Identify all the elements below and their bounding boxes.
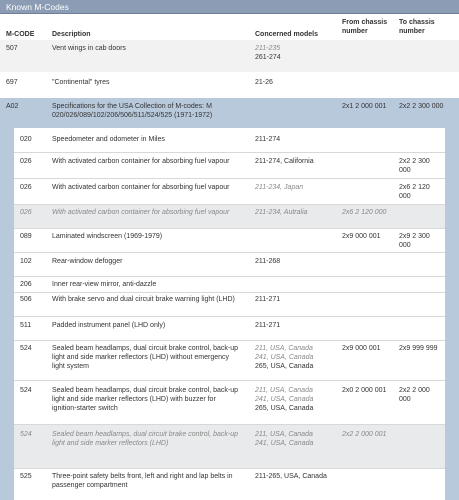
sub-row-models-italic-2: 241, USA, Canada [255, 440, 314, 447]
row-models: 261-274 [255, 54, 281, 61]
sub-row-code: 089 [20, 233, 32, 240]
sub-row-description: Laminated windscreen (1969-1979) [52, 233, 163, 240]
table-row [0, 40, 459, 72]
row-description: Specifications for the USA Collection of M-codes: M 020/026/089/102/206/506/511/524/525 (1971-1972) [52, 103, 213, 119]
sub-row [14, 292, 445, 316]
sub-row-models: 211-234, Autralia [255, 209, 308, 216]
row-divider [14, 292, 445, 293]
sub-row [14, 316, 445, 340]
sub-row-description: Speedometer and odometer in Miles [52, 136, 165, 143]
sub-row-models-italic-1: 211, USA, Canada [255, 387, 313, 394]
sub-row [14, 424, 445, 468]
table-row-collection [0, 98, 459, 128]
sub-row-from-chassis: 2x2 2 000 001 [342, 431, 387, 438]
header-description: Description [52, 31, 91, 38]
row-divider [14, 204, 445, 205]
sub-row [14, 178, 445, 204]
sub-row [14, 252, 445, 276]
row-divider [14, 424, 445, 425]
row-models-italic: 211-235 [255, 45, 281, 52]
sub-row-from-chassis: 2x9 000 001 [342, 345, 381, 352]
sub-row-models: 211-265, USA, Canada [255, 473, 327, 480]
row-divider [14, 252, 445, 253]
row-divider [14, 152, 445, 153]
sub-row-models: 211-274, California [255, 158, 314, 165]
sub-row-models: 211-268 [255, 258, 281, 265]
sub-row-models-italic-2: 241, USA, Canada [255, 354, 314, 361]
sub-row-models: 265, USA, Canada [255, 363, 314, 370]
sub-row [14, 468, 445, 500]
sub-row-code: 206 [20, 281, 32, 288]
header-to-chassis: To chassis number [399, 19, 435, 35]
sub-row [14, 380, 445, 424]
row-divider [14, 380, 445, 381]
row-code: A02 [6, 103, 19, 110]
sub-row-code: 026 [20, 158, 32, 165]
sub-row-code: 026 [20, 209, 32, 216]
sub-row-to-chassis: 2x9 999 999 [399, 345, 438, 352]
sub-row-models: 211-234, Japan [255, 184, 304, 191]
table-row [0, 72, 459, 98]
sub-row-description: With activated carbon container for absorbing fuel vapour [52, 184, 230, 191]
sub-row-description: Sealed beam headlamps, dual circuit brake control, back-up light and side marker reflectors (LHD) with buzzer for ignition-starter switch [52, 387, 238, 412]
table-title: Known M-Codes [6, 2, 69, 12]
row-code: 507 [6, 45, 18, 52]
sub-row-code: 525 [20, 473, 32, 480]
sub-row-from-chassis: 2x6 2 120 000 [342, 209, 387, 216]
sub-row-to-chassis: 2x6 2 120 000 [399, 184, 430, 200]
row-description: "Continental" tyres [52, 79, 110, 86]
row-divider [14, 276, 445, 277]
sub-row [14, 152, 445, 178]
sub-row-models: 265, USA, Canada [255, 405, 314, 412]
row-description: Vent wings in cab doors [52, 45, 126, 52]
sub-row-models-italic-2: 241, USA, Canada [255, 396, 314, 403]
sub-row-models: 211-271 [255, 296, 281, 303]
sub-row-description: Sealed beam headlamps, dual circuit brake control, back-up light and side marker reflectors (LHD) without emergency light system [52, 345, 238, 370]
sub-row-models-italic-1: 211, USA, Canada [255, 431, 313, 438]
row-code: 697 [6, 79, 18, 86]
row-divider [14, 468, 445, 469]
sub-row-description: With activated carbon container for absorbing fuel vapour [52, 158, 230, 165]
row-from-chassis: 2x1 2 000 001 [342, 103, 387, 110]
sub-row-code: 524 [20, 431, 32, 438]
sub-row-to-chassis: 2x9 2 300 000 [399, 233, 430, 249]
header-mcode: M-CODE [6, 31, 35, 38]
sub-row-code: 524 [20, 345, 32, 352]
header-models: Concerned models [255, 31, 319, 38]
sub-row-description: With activated carbon container for absorbing fuel vapour [52, 209, 230, 216]
sub-row-description: Sealed beam headlamps, dual circuit brake control, back-up light and side marker reflectors (LHD) [52, 431, 238, 447]
row-models: 21-26 [255, 79, 273, 86]
sub-row-description: Three-point safety belts front, left and right and lap belts in passenger compartment [52, 473, 233, 489]
sub-row [14, 128, 445, 152]
collection-left-stripe [0, 128, 14, 500]
row-divider [14, 340, 445, 341]
row-divider [14, 316, 445, 317]
sub-row-from-chassis: 2x0 2 000 001 [342, 387, 387, 394]
table-header [0, 14, 459, 40]
sub-row [14, 204, 445, 228]
row-divider [14, 228, 445, 229]
sub-row-from-chassis: 2x9 000 001 [342, 233, 381, 240]
sub-row-description: Padded instrument panel (LHD only) [52, 322, 166, 329]
sub-row-description: Inner rear-view mirror, anti-dazzle [52, 281, 157, 288]
sub-row [14, 276, 445, 292]
sub-row-code: 524 [20, 387, 32, 394]
sub-row-to-chassis: 2x2 2 000 000 [399, 387, 430, 403]
sub-row-description: Rear-window defogger [52, 258, 123, 265]
sub-row-code: 026 [20, 184, 32, 191]
sub-row-models: 211-271 [255, 322, 281, 329]
sub-row-code: 020 [20, 136, 32, 143]
sub-row-models: 211-274 [255, 136, 281, 143]
sub-row-models-italic-1: 211, USA, Canada [255, 345, 313, 352]
sub-row-to-chassis: 2x2 2 300 000 [399, 158, 430, 174]
sub-row-code: 102 [20, 258, 32, 265]
collection-right-stripe [445, 128, 459, 500]
header-from-chassis: From chassis number [342, 19, 388, 35]
sub-row [14, 228, 445, 252]
sub-row-code: 506 [20, 296, 32, 303]
row-to-chassis: 2x2 2 300 000 [399, 103, 444, 110]
table-title-bar [0, 0, 459, 14]
sub-row-code: 511 [20, 322, 32, 329]
sub-row-description: With brake servo and dual circuit brake warning light (LHD) [52, 296, 235, 303]
row-divider [14, 178, 445, 179]
sub-row [14, 340, 445, 380]
